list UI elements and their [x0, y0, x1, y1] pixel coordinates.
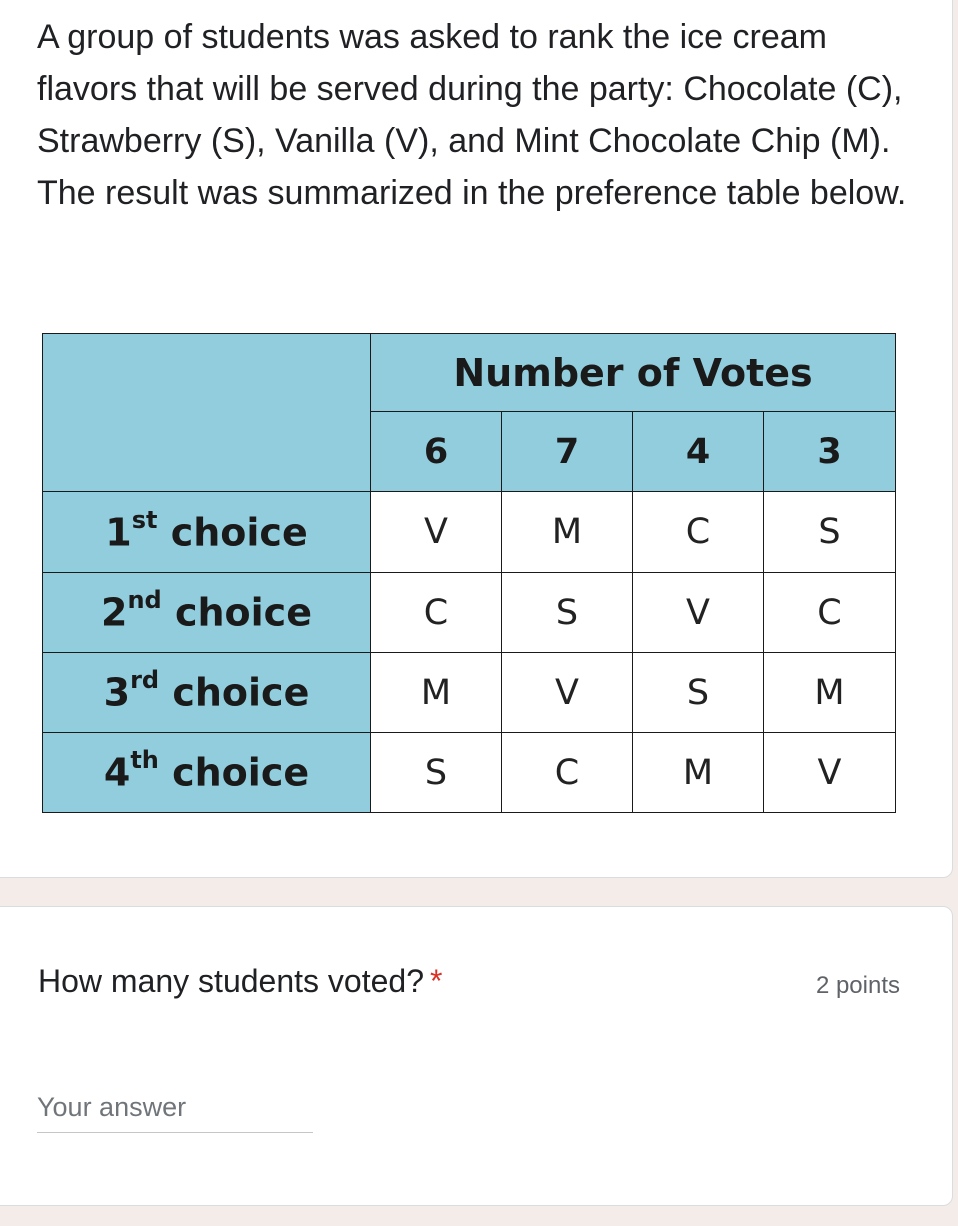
required-asterisk: *: [429, 963, 443, 999]
table-cell: S: [371, 733, 502, 813]
table-cell: V: [764, 733, 896, 813]
preference-table: [42, 333, 896, 813]
question-header: [38, 955, 900, 1015]
table-cell: C: [502, 733, 633, 813]
votes-count-cell: 6: [371, 412, 502, 492]
question-card-answer: [0, 906, 953, 1206]
table-cell: C: [633, 492, 764, 573]
table-row-2nd-choice: [43, 573, 896, 653]
table-row-3rd-choice: [43, 653, 896, 733]
table-row-1st-choice: [43, 492, 896, 573]
answer-input[interactable]: [37, 1082, 313, 1133]
table-corner-cell: [43, 334, 371, 492]
points-label: 2 points: [815, 972, 900, 999]
row-label: 2nd choice: [43, 573, 371, 653]
table-cell: S: [633, 653, 764, 733]
table-cell: S: [764, 492, 896, 573]
votes-count-cell: 3: [764, 412, 896, 492]
table-cell: M: [502, 492, 633, 573]
table-cell: V: [502, 653, 633, 733]
table-cell: V: [371, 492, 502, 573]
number-of-votes-header: Number of Votes: [371, 334, 896, 412]
table-cell: V: [633, 573, 764, 653]
question-description: A group of students was asked to rank the ice cream flavors that will be served during the party: Chocolate (C), Strawberry (S), Vanilla (V), and Mint Chocolate Chip (M). The result was summarized in the preference table below.: [37, 18, 907, 212]
row-label: 4th choice: [43, 733, 371, 813]
votes-count-cell: 4: [633, 412, 764, 492]
table-cell: C: [764, 573, 896, 653]
votes-count-cell: 7: [502, 412, 633, 492]
table-cell: S: [502, 573, 633, 653]
table-cell: M: [371, 653, 502, 733]
table-cell: C: [371, 573, 502, 653]
table-cell: M: [633, 733, 764, 813]
row-label: 3rd choice: [43, 653, 371, 733]
row-label: 1st choice: [43, 492, 371, 573]
question-title: How many students voted? *: [38, 963, 443, 999]
table-row-4th-choice: [43, 733, 896, 813]
table-cell: M: [764, 653, 896, 733]
